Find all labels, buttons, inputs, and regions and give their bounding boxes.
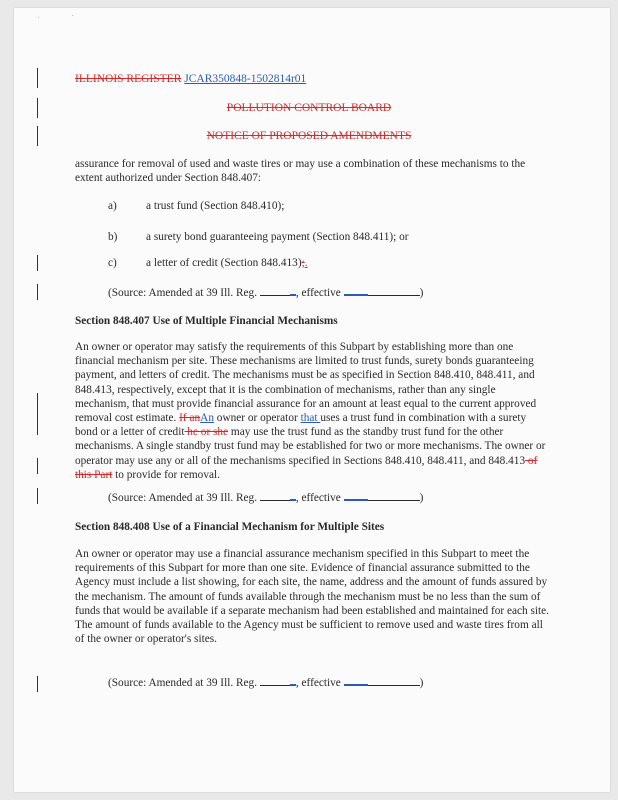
change-bar: [37, 284, 38, 300]
board-header: POLLUTION CONTROL BOARD: [226, 102, 392, 114]
register-inserted: JCAR350848-1502814r01: [184, 73, 307, 85]
change-bar: [37, 393, 38, 435]
list-label-c: c): [108, 257, 117, 269]
notice-header: NOTICE OF PROPOSED AMENDMENTS: [206, 130, 412, 142]
list-item-a: a trust fund (Section 848.410);: [146, 200, 285, 212]
change-bar: [37, 488, 38, 504]
list-label-b: b): [108, 231, 118, 243]
source-note-2: (Source: Amended at 39 Ill. Reg. , effective ): [108, 492, 424, 504]
list-item-c: a letter of credit (Section 848.413);.: [146, 257, 308, 269]
section-407-heading: Section 848.407 Use of Multiple Financial Mechanisms: [75, 315, 338, 327]
intro-paragraph: assurance for removal of used and waste tires or may use a combination of these mechanisms to the extent authorized under Section 848.407:: [75, 158, 526, 185]
change-bar: [37, 255, 38, 271]
source-note-3: (Source: Amended at 39 Ill. Reg. , effective ): [108, 677, 424, 689]
list-label-a: a): [108, 200, 117, 212]
section-408-body: An owner or operator may use a financial assurance mechanism specified in this Subpart to meet the requirements of this Subpart for more than one site. Evidence of financial assurance submitted to the Agency must include a list showing, for each site, the name, address and the amount of funds assured by the mechanism. The amount of funds available through the mechanism must be no less than the sum of funds that would be available if a separate mechanism had been established and maintained for each site. The amount of funds available to the Agency must be sufficient to remove used and waste tires from all of the owner or operator's sites.: [75, 548, 549, 646]
list-item-b: a surety bond guaranteeing payment (Section 848.411); or: [146, 231, 409, 243]
source-note-1: (Source: Amended at 39 Ill. Reg. , effective ): [108, 287, 424, 299]
change-bar: [37, 676, 38, 692]
register-deleted: ILLINOIS REGISTER: [75, 73, 182, 85]
change-bar: [37, 68, 38, 88]
section-407-body: An owner or operator may satisfy the requirements of this Subpart by establishing more than one financial mechanism per site. These mechanisms are limited to trust funds, surety bonds guaranteeing payment, and letters of credit. The mechanisms must be as specified in Section 848.410, 848.411, and 848.413, respectively, except that it is the combination of mechanisms, rather than any single mechanism, that must provide financial assurance for an amount at least equal to the current approved removal cost estimate. If anAn owner or operator that uses a trust fund in combination with a surety bond or a letter of credit he or she may use the trust fund as the standby trust fund for the other mechanisms. A single standby trust fund may be established for two or more mechanisms. The owner or operator may use any or all of the mechanisms specified in Sections 848.410, 848.411, and 848.413 of this Part to provide for removal.: [75, 341, 546, 481]
change-bar: [37, 458, 38, 474]
register-header: [75, 73, 306, 85]
section-408-heading: Section 848.408 Use of a Financial Mechanism for Multiple Sites: [75, 521, 385, 533]
